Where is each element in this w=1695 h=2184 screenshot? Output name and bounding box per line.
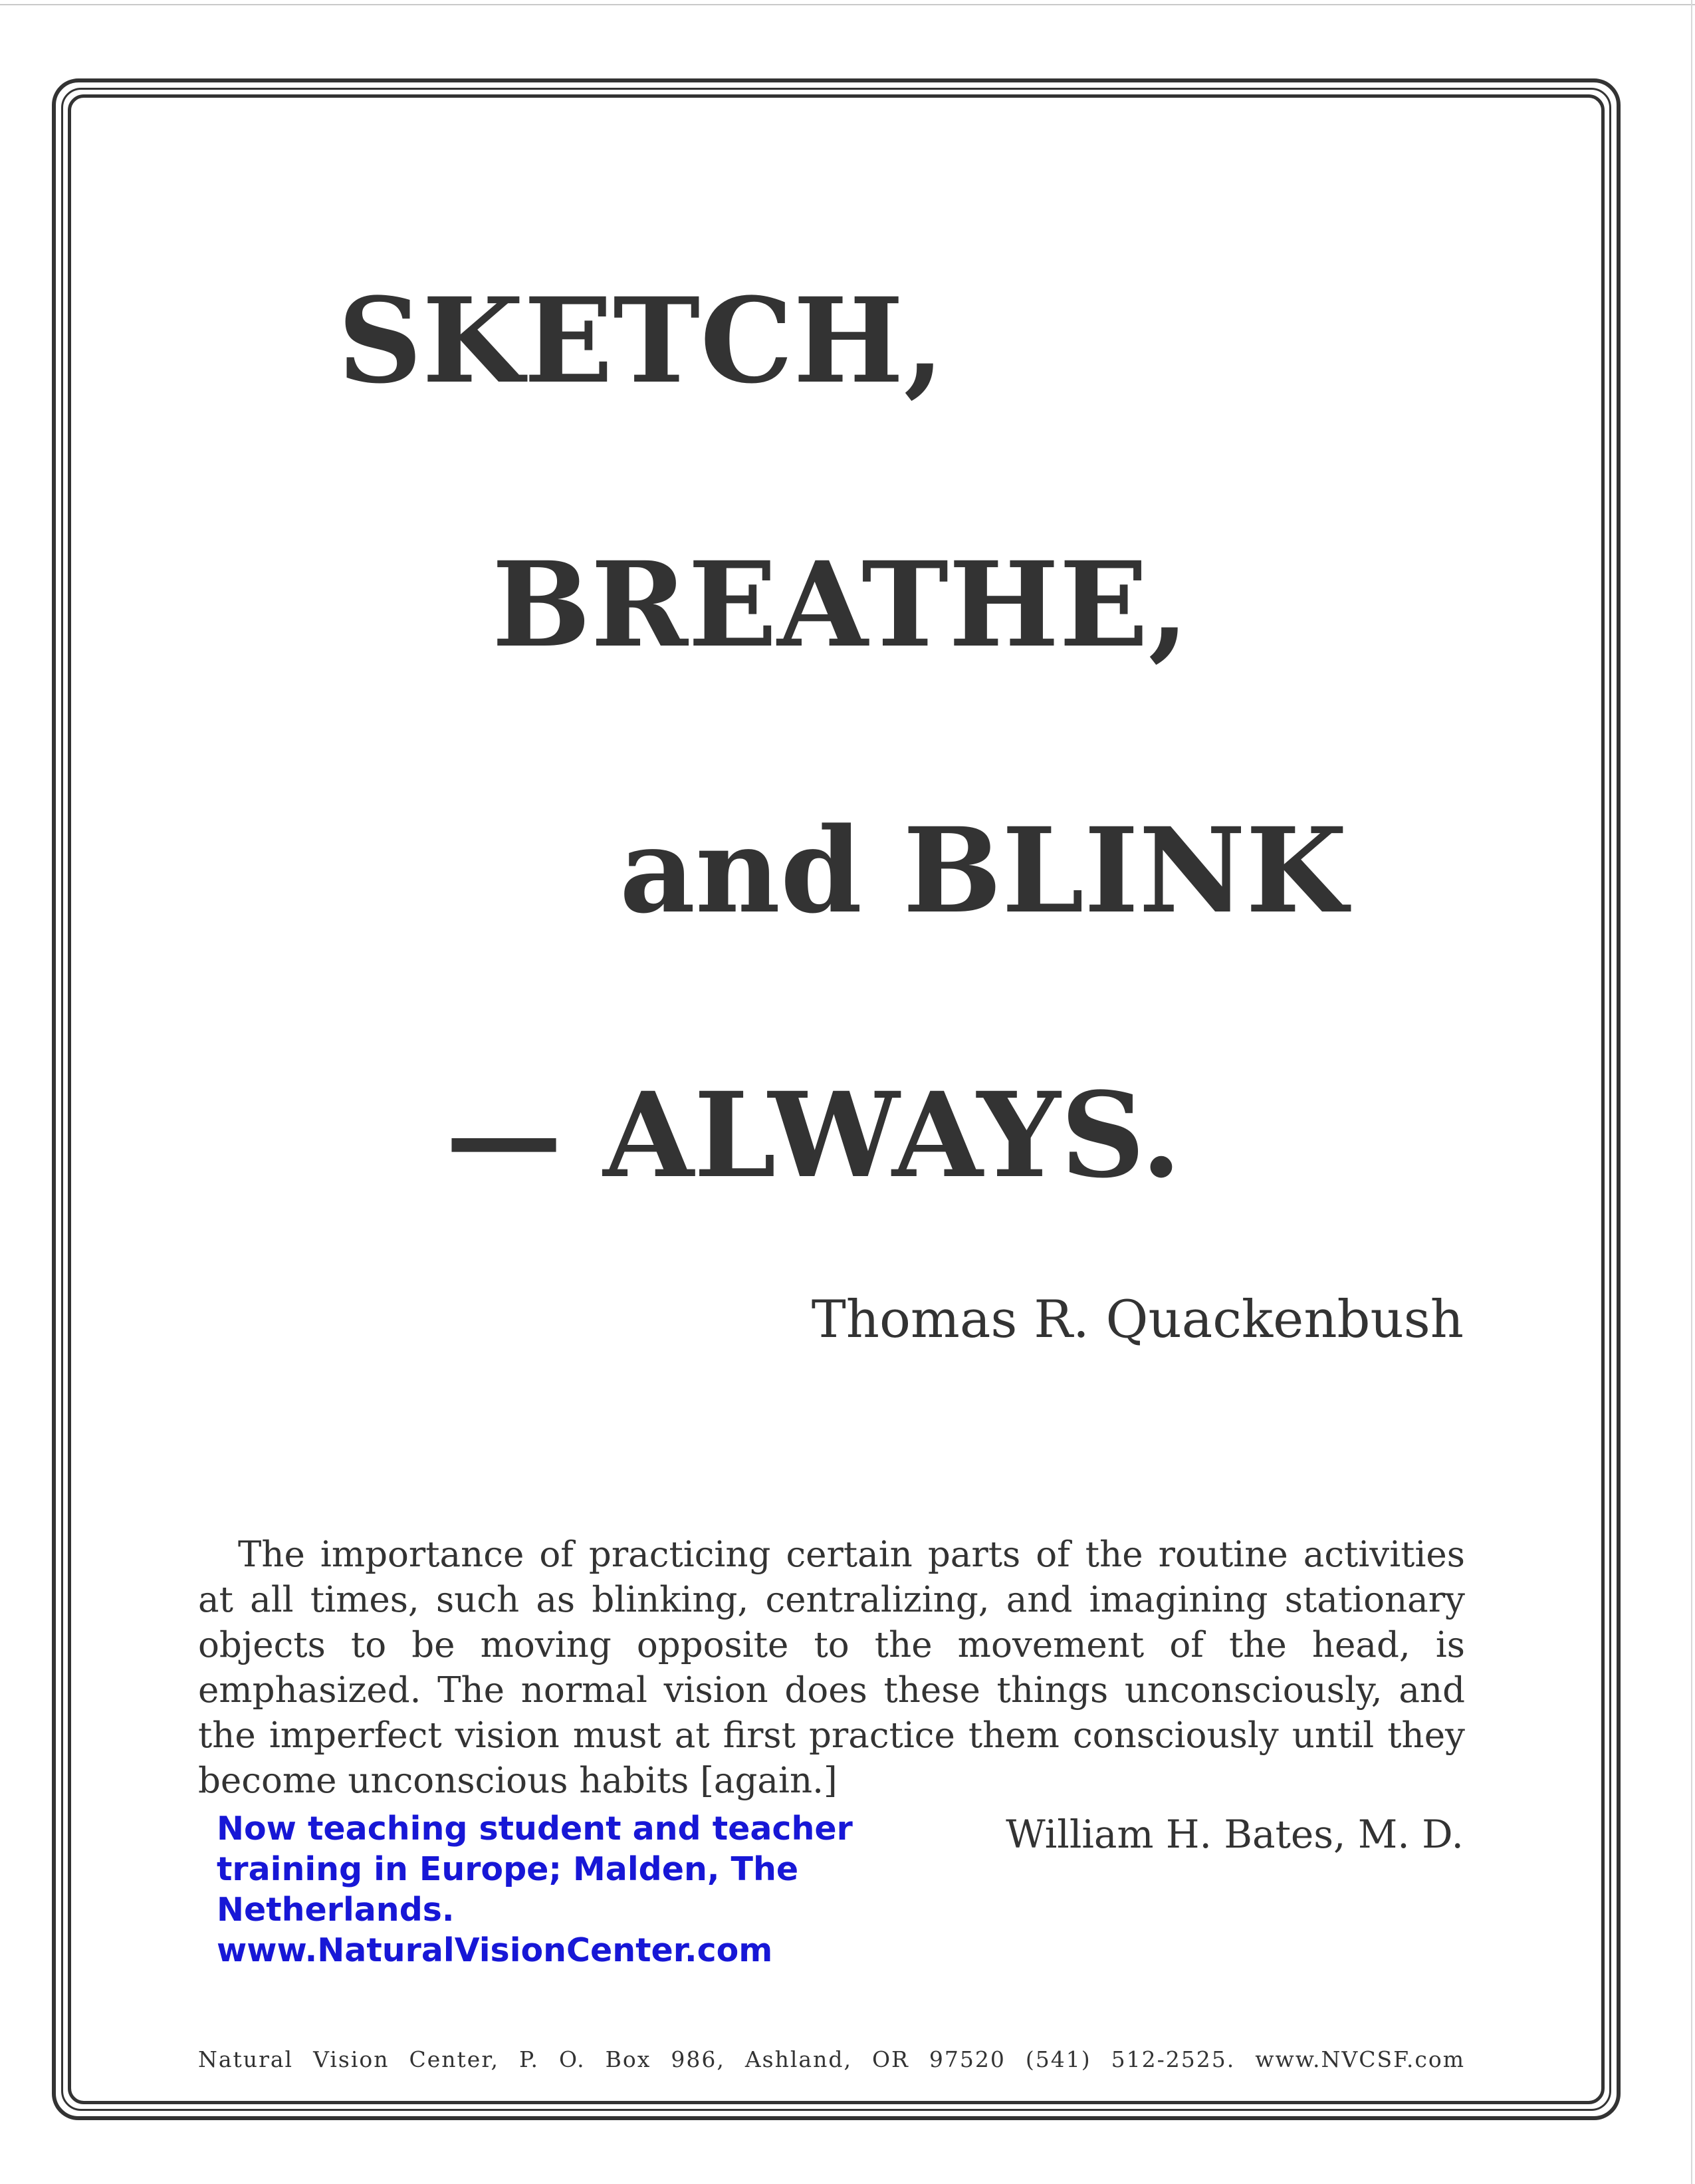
training-notice-line-3: Netherlands.	[217, 1891, 455, 1929]
page-top-edge	[0, 0, 1695, 5]
headline-line-3: and BLINK	[620, 802, 1348, 939]
bates-quote: The importance of practicing certain parts of the routine activities at all times, such as blinking, centralizing, and imagining stationary objects to be moving opposite to the movement of the head, is emphasized. The normal vision does these things unconsciously, and the imperfect vision must at first practice them consciously until they become unconscious habits [again.]	[198, 1534, 1465, 1801]
headline-author: Thomas R. Quackenbush	[811, 1290, 1464, 1350]
training-notice	[217, 1808, 915, 1971]
training-notice-line-1: Now teaching student and teacher	[217, 1810, 853, 1848]
page-right-edge	[1691, 0, 1695, 2184]
headline-line-4: — ALWAYS.	[445, 1066, 1182, 1204]
training-notice-line-2: training in Europe; Malden, The	[217, 1850, 799, 1888]
quote-attribution: William H. Bates, M. D.	[1006, 1812, 1464, 1857]
headline-line-1: SKETCH,	[338, 272, 945, 410]
footer-contact: Natural Vision Center, P. O. Box 986, Ashland, OR 97520 (541) 512-2525. www.NVCSF.com	[198, 2046, 1465, 2072]
headline-line-2: BREATHE,	[492, 536, 1189, 673]
training-notice-url[interactable]: www.NaturalVisionCenter.com	[217, 1931, 773, 1969]
